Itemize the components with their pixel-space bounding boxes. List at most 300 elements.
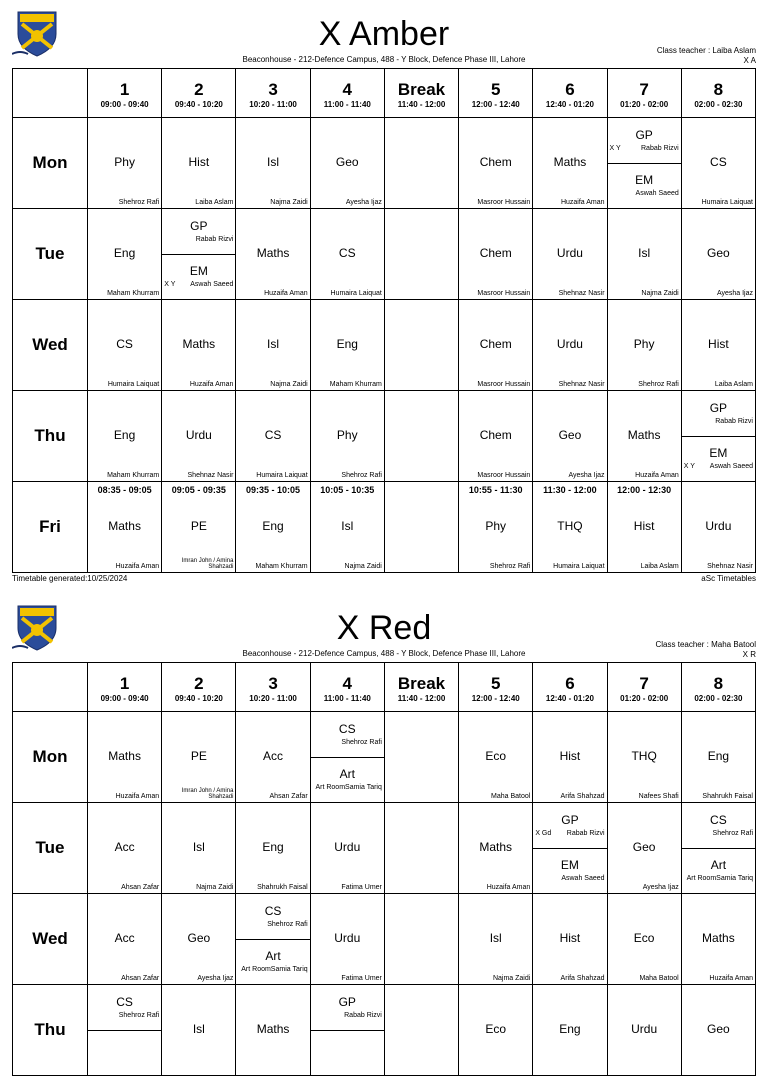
lesson-time: 09:35 - 10:05 bbox=[246, 485, 301, 495]
break-cell bbox=[384, 482, 458, 573]
class-teacher: Class teacher : Maha Batool bbox=[655, 640, 756, 649]
subject: CS bbox=[264, 428, 282, 442]
lesson-half bbox=[236, 894, 309, 940]
lesson-time: 09:05 - 09:35 bbox=[171, 485, 226, 495]
subject: Art bbox=[339, 767, 355, 781]
lesson-cell bbox=[88, 803, 162, 894]
period-header: 1 09:00 - 09:40 bbox=[88, 663, 162, 712]
teacher: Shahrukh Faisal bbox=[702, 793, 753, 800]
subject: Art bbox=[710, 858, 727, 872]
timetable-footer bbox=[12, 573, 756, 585]
teacher: Huzaifa Aman bbox=[115, 563, 160, 570]
lesson-cell bbox=[533, 894, 607, 985]
break-cell bbox=[384, 894, 458, 985]
lesson-cell bbox=[459, 209, 533, 300]
subject: CS bbox=[338, 722, 356, 736]
subject: Urdu bbox=[556, 337, 583, 351]
lesson-cell bbox=[162, 803, 236, 894]
teacher: Shehroz Rafi bbox=[712, 830, 753, 837]
subject: Urdu bbox=[705, 519, 732, 533]
lesson-cell bbox=[681, 118, 755, 209]
lesson-cell bbox=[533, 118, 607, 209]
teacher: Masroor Hussain bbox=[477, 290, 531, 297]
teacher: Maha Batool bbox=[639, 975, 679, 982]
lesson-cell bbox=[459, 894, 533, 985]
corner-cell bbox=[13, 663, 88, 712]
lesson-cell bbox=[681, 209, 755, 300]
subject: CS bbox=[264, 904, 282, 918]
class-code: X R bbox=[742, 650, 756, 659]
subject: Eco bbox=[485, 1022, 507, 1036]
day-label: Thu bbox=[13, 391, 88, 482]
teacher: Art RoomSamia Tariq bbox=[315, 784, 382, 791]
teacher: Aswah Saeed bbox=[635, 190, 679, 197]
subject: Isl bbox=[267, 155, 280, 169]
day-row-thu bbox=[13, 391, 756, 482]
subject: CS bbox=[116, 995, 133, 1009]
teacher: Ahsan Zafar bbox=[269, 793, 308, 800]
teacher: Najma Zaidi bbox=[344, 563, 382, 570]
subject: EM bbox=[189, 264, 208, 278]
lesson-half bbox=[682, 436, 755, 481]
teacher: Masroor Hussain bbox=[477, 472, 531, 479]
teacher: Art RoomSamia Tariq bbox=[241, 966, 308, 973]
subject: Urdu bbox=[631, 1022, 658, 1036]
subject: CS bbox=[710, 813, 727, 827]
teacher: Imran John / Amina Shahzadi bbox=[181, 558, 234, 570]
subject: Chem bbox=[479, 337, 512, 351]
teacher: Humaira Laiquat bbox=[256, 472, 308, 479]
teacher: Najma Zaidi bbox=[492, 975, 531, 982]
lesson-cell bbox=[607, 300, 681, 391]
teacher: Arifa Shahzad bbox=[560, 975, 605, 982]
teacher: Fatima Umer bbox=[341, 975, 382, 982]
lesson-cell bbox=[310, 300, 384, 391]
day-row-wed bbox=[13, 894, 756, 985]
teacher: Imran John / Amina Shahzadi bbox=[181, 788, 234, 800]
subject: CS bbox=[116, 337, 133, 351]
lesson-cell bbox=[236, 803, 310, 894]
lesson-cell bbox=[236, 391, 310, 482]
day-label: Mon bbox=[13, 712, 88, 803]
day-label: Wed bbox=[13, 894, 88, 985]
break-header: Break 11:40 - 12:00 bbox=[384, 69, 458, 118]
group: X Y bbox=[683, 463, 695, 470]
teacher: Humaira Laiquat bbox=[107, 381, 160, 388]
teacher: Aswah Saeed bbox=[190, 281, 234, 288]
teacher: Masroor Hussain bbox=[477, 199, 531, 206]
split-lesson-cell bbox=[162, 209, 236, 300]
teacher: Huzaifa Aman bbox=[264, 290, 308, 297]
lesson-cell bbox=[459, 118, 533, 209]
teacher: Ayesha Ijaz bbox=[716, 290, 753, 297]
lesson-cell bbox=[533, 209, 607, 300]
lesson-half bbox=[311, 985, 384, 1031]
lesson-cell bbox=[607, 712, 681, 803]
subject: Geo bbox=[187, 931, 211, 945]
teacher: Maham Khurram bbox=[329, 381, 382, 388]
subject: THQ bbox=[631, 749, 657, 763]
teacher: Laiba Aslam bbox=[195, 199, 234, 206]
subject: Phy bbox=[485, 519, 507, 533]
day-row-tue bbox=[13, 209, 756, 300]
lesson-cell bbox=[459, 391, 533, 482]
corner-cell bbox=[13, 69, 88, 118]
teacher: Huzaifa Aman bbox=[560, 199, 605, 206]
subject: Eng bbox=[113, 428, 136, 442]
lesson-cell bbox=[236, 985, 310, 1076]
lesson-cell bbox=[162, 300, 236, 391]
lesson-cell bbox=[459, 300, 533, 391]
subject: CS bbox=[338, 246, 356, 260]
teacher: Humaira Laiquat bbox=[553, 563, 605, 570]
class-code: X A bbox=[743, 56, 756, 65]
teacher: Masroor Hussain bbox=[477, 381, 531, 388]
lesson-cell bbox=[88, 300, 162, 391]
lesson-half bbox=[236, 939, 309, 984]
subject: PE bbox=[190, 749, 207, 763]
period-header: 2 09:40 - 10:20 bbox=[162, 69, 236, 118]
teacher: Aswah Saeed bbox=[709, 463, 753, 470]
period-header: 5 12:00 - 12:40 bbox=[459, 663, 533, 712]
break-cell bbox=[384, 391, 458, 482]
teacher: Najma Zaidi bbox=[270, 381, 308, 388]
lesson-cell bbox=[607, 482, 681, 573]
lesson-cell bbox=[459, 985, 533, 1076]
teacher: Shehroz Rafi bbox=[341, 472, 382, 479]
lesson-cell bbox=[607, 391, 681, 482]
teacher: Maham Khurram bbox=[255, 563, 308, 570]
lesson-half bbox=[533, 803, 606, 849]
teacher: Maha Batool bbox=[491, 793, 531, 800]
subject: Maths bbox=[553, 155, 587, 169]
split-lesson-cell bbox=[681, 803, 755, 894]
teacher: Ayesha Ijaz bbox=[345, 199, 382, 206]
teacher: Shehnaz Nasir bbox=[558, 381, 605, 388]
subject: Acc bbox=[114, 931, 135, 945]
lesson-half bbox=[88, 985, 161, 1031]
lesson-cell bbox=[236, 118, 310, 209]
timetable-header bbox=[12, 8, 756, 68]
subject: Acc bbox=[114, 840, 135, 854]
teacher: Najma Zaidi bbox=[270, 199, 308, 206]
subject: Phy bbox=[336, 428, 358, 442]
teacher: Ayesha Ijaz bbox=[197, 975, 234, 982]
teacher: Shehroz Rafi bbox=[118, 1012, 160, 1019]
subject: Isl bbox=[192, 840, 205, 854]
period-header: 7 01:20 - 02:00 bbox=[607, 69, 681, 118]
subject: Maths bbox=[256, 1022, 290, 1036]
subject: PE bbox=[190, 519, 207, 533]
lesson-half bbox=[88, 1030, 161, 1075]
subject: Geo bbox=[707, 1022, 730, 1036]
teacher: Huzaifa Aman bbox=[115, 793, 160, 800]
teacher: Shehroz Rafi bbox=[267, 921, 308, 928]
teacher: Shehroz Rafi bbox=[638, 381, 679, 388]
subject: Maths bbox=[479, 840, 513, 854]
lesson-half bbox=[682, 848, 755, 893]
period-header: 3 10:20 - 11:00 bbox=[236, 69, 310, 118]
day-label: Fri bbox=[13, 482, 88, 573]
lesson-cell bbox=[681, 482, 755, 573]
subject: Maths bbox=[256, 246, 290, 260]
lesson-cell bbox=[533, 391, 607, 482]
lesson-cell bbox=[310, 209, 384, 300]
period-header: 8 02:00 - 02:30 bbox=[681, 663, 755, 712]
software-brand: aSc Timetables bbox=[701, 574, 756, 583]
lesson-cell bbox=[607, 894, 681, 985]
timetable-grid bbox=[12, 662, 756, 1076]
teacher: Shehnaz Nasir bbox=[558, 290, 605, 297]
teacher: Laiba Aslam bbox=[714, 381, 753, 388]
period-header: 3 10:20 - 11:00 bbox=[236, 663, 310, 712]
subject: Geo bbox=[632, 840, 656, 854]
lesson-half bbox=[311, 757, 384, 802]
lesson-cell bbox=[162, 712, 236, 803]
teacher: Arifa Shahzad bbox=[560, 793, 605, 800]
break-cell bbox=[384, 985, 458, 1076]
teacher: Huzaifa Aman bbox=[635, 472, 679, 479]
lesson-cell bbox=[459, 803, 533, 894]
subject: EM bbox=[635, 173, 654, 187]
break-cell bbox=[384, 209, 458, 300]
lesson-cell bbox=[459, 482, 533, 573]
subject: Hist bbox=[559, 931, 581, 945]
teacher: Aswah Saeed bbox=[561, 875, 605, 882]
lesson-cell bbox=[162, 482, 236, 573]
lesson-time: 12:00 - 12:30 bbox=[617, 485, 672, 495]
subject: Urdu bbox=[334, 931, 361, 945]
teacher: Shehroz Rafi bbox=[489, 563, 531, 570]
lesson-cell bbox=[162, 894, 236, 985]
day-row-wed bbox=[13, 300, 756, 391]
subject: Maths bbox=[702, 931, 735, 945]
lesson-half bbox=[682, 803, 755, 849]
class-teacher: Class teacher : Laiba Aslam bbox=[656, 46, 756, 55]
subject: Eng bbox=[113, 246, 136, 260]
subject: Geo bbox=[707, 246, 730, 260]
day-label: Wed bbox=[13, 300, 88, 391]
subject: Eng bbox=[336, 337, 358, 351]
subject: CS bbox=[710, 155, 727, 169]
lesson-cell bbox=[607, 803, 681, 894]
subject: Urdu bbox=[334, 840, 361, 854]
split-lesson-cell bbox=[607, 118, 681, 209]
lesson-cell bbox=[681, 300, 755, 391]
lesson-time: 11:30 - 12:00 bbox=[543, 485, 597, 495]
subject: Eng bbox=[262, 840, 284, 854]
lesson-time: 10:05 - 10:35 bbox=[320, 485, 375, 495]
lesson-cell bbox=[533, 985, 607, 1076]
teacher: Ahsan Zafar bbox=[121, 975, 160, 982]
lesson-cell bbox=[88, 118, 162, 209]
day-row-tue bbox=[13, 803, 756, 894]
period-header: 2 09:40 - 10:20 bbox=[162, 663, 236, 712]
teacher: Rabab Rizvi bbox=[715, 418, 753, 425]
lesson-cell bbox=[310, 803, 384, 894]
subject: Maths bbox=[627, 428, 661, 442]
subject: Isl bbox=[341, 519, 354, 533]
lesson-cell bbox=[88, 209, 162, 300]
subject: Geo bbox=[558, 428, 582, 442]
group: X Gd bbox=[535, 830, 552, 837]
teacher: Shehnaz Nasir bbox=[707, 563, 753, 570]
period-header-row bbox=[13, 663, 756, 712]
timetable-header bbox=[12, 602, 756, 662]
lesson-cell bbox=[310, 482, 384, 573]
lesson-half bbox=[311, 1030, 384, 1075]
lesson-cell bbox=[236, 300, 310, 391]
lesson-cell bbox=[533, 300, 607, 391]
day-label: Mon bbox=[13, 118, 88, 209]
subject: Urdu bbox=[185, 428, 212, 442]
lesson-cell bbox=[162, 118, 236, 209]
day-label: Tue bbox=[13, 209, 88, 300]
lesson-cell bbox=[162, 985, 236, 1076]
day-row-thu bbox=[13, 985, 756, 1076]
subject: Maths bbox=[182, 337, 216, 351]
subject: Chem bbox=[479, 246, 512, 260]
split-lesson-cell bbox=[310, 985, 384, 1076]
subject: Hist bbox=[633, 519, 655, 533]
teacher: Huzaifa Aman bbox=[709, 975, 753, 982]
subject: Eco bbox=[633, 931, 655, 945]
split-lesson-cell bbox=[681, 391, 755, 482]
teacher: Fatima Umer bbox=[341, 884, 382, 891]
subject: Hist bbox=[188, 155, 210, 169]
group: X Y bbox=[609, 145, 621, 152]
period-header: 6 12:40 - 01:20 bbox=[533, 69, 607, 118]
lesson-cell bbox=[236, 209, 310, 300]
subject: GP bbox=[709, 401, 728, 415]
teacher: Rabab Rizvi bbox=[641, 145, 679, 152]
teacher: Huzaifa Aman bbox=[486, 884, 531, 891]
subject: Phy bbox=[114, 155, 135, 169]
period-header: 4 11:00 - 11:40 bbox=[310, 663, 384, 712]
day-label: Thu bbox=[13, 985, 88, 1076]
teacher: Ahsan Zafar bbox=[121, 884, 160, 891]
group: X Y bbox=[164, 281, 176, 288]
lesson-cell bbox=[88, 391, 162, 482]
period-header-row bbox=[13, 69, 756, 118]
teacher: Maham Khurram bbox=[107, 290, 160, 297]
subject: Geo bbox=[335, 155, 359, 169]
subject: Maths bbox=[108, 749, 141, 763]
lesson-cell bbox=[310, 894, 384, 985]
subject: EM bbox=[560, 858, 579, 872]
subject: Chem bbox=[479, 155, 512, 169]
teacher: Nafees Shafi bbox=[638, 793, 679, 800]
lesson-cell bbox=[681, 712, 755, 803]
subject: Hist bbox=[559, 749, 581, 763]
lesson-half bbox=[162, 254, 235, 299]
period-header: 5 12:00 - 12:40 bbox=[459, 69, 533, 118]
school-address: Beaconhouse - 212-Defence Campus, 488 - Y Block, Defence Phase III, Lahore bbox=[242, 649, 526, 658]
period-header: 7 01:20 - 02:00 bbox=[607, 663, 681, 712]
lesson-cell bbox=[236, 482, 310, 573]
lesson-cell bbox=[607, 985, 681, 1076]
day-label: Tue bbox=[13, 803, 88, 894]
subject: Eco bbox=[485, 749, 507, 763]
subject: Eng bbox=[707, 749, 730, 763]
lesson-cell bbox=[236, 712, 310, 803]
subject: Acc bbox=[263, 749, 284, 763]
timetable-amber bbox=[12, 8, 756, 585]
lesson-time: 08:35 - 09:05 bbox=[97, 485, 152, 495]
lesson-cell bbox=[162, 391, 236, 482]
subject: EM bbox=[709, 446, 728, 460]
period-header: 8 02:00 - 02:30 bbox=[681, 69, 755, 118]
lesson-cell bbox=[88, 894, 162, 985]
lesson-cell bbox=[459, 712, 533, 803]
break-cell bbox=[384, 803, 458, 894]
subject: GP bbox=[561, 813, 579, 827]
class-title: X Amber bbox=[318, 15, 450, 53]
subject: Isl bbox=[267, 337, 280, 351]
subject: Phy bbox=[633, 337, 655, 351]
day-row-mon bbox=[13, 712, 756, 803]
period-header: 4 11:00 - 11:40 bbox=[310, 69, 384, 118]
split-lesson-cell bbox=[310, 712, 384, 803]
teacher: Humaira Laiquat bbox=[701, 199, 753, 206]
teacher: Maham Khurram bbox=[107, 472, 160, 479]
period-header: 6 12:40 - 01:20 bbox=[533, 663, 607, 712]
split-lesson-cell bbox=[88, 985, 162, 1076]
period-header: 1 09:00 - 09:40 bbox=[88, 69, 162, 118]
subject: Isl bbox=[489, 931, 502, 945]
teacher: Humaira Laiquat bbox=[330, 290, 382, 297]
subject: Eng bbox=[262, 519, 284, 533]
day-row-mon bbox=[13, 118, 756, 209]
teacher: Najma Zaidi bbox=[196, 884, 234, 891]
subject: Chem bbox=[479, 428, 512, 442]
day-row-fri bbox=[13, 482, 756, 573]
teacher: Shehnaz Nasir bbox=[187, 472, 234, 479]
subject: Hist bbox=[708, 337, 729, 351]
lesson-cell bbox=[681, 985, 755, 1076]
teacher: Ayesha Ijaz bbox=[642, 884, 679, 891]
class-title: X Red bbox=[336, 609, 432, 647]
subject: Maths bbox=[108, 519, 141, 533]
break-cell bbox=[384, 300, 458, 391]
teacher: Art RoomSamia Tariq bbox=[686, 875, 753, 882]
subject: Urdu bbox=[556, 246, 583, 260]
subject: Art bbox=[265, 949, 281, 963]
teacher: Shehroz Rafi bbox=[341, 739, 382, 746]
teacher: Huzaifa Aman bbox=[189, 381, 234, 388]
lesson-cell bbox=[533, 482, 607, 573]
lesson-cell bbox=[310, 391, 384, 482]
teacher: Rabab Rizvi bbox=[195, 236, 234, 243]
teacher: Shahrukh Faisal bbox=[257, 884, 308, 891]
lesson-time: 10:55 - 11:30 bbox=[468, 485, 523, 495]
split-lesson-cell bbox=[236, 894, 310, 985]
subject: GP bbox=[635, 128, 653, 142]
subject: Eng bbox=[559, 1022, 581, 1036]
teacher: Najma Zaidi bbox=[641, 290, 679, 297]
teacher: Ayesha Ijaz bbox=[568, 472, 605, 479]
break-cell bbox=[384, 712, 458, 803]
split-lesson-cell bbox=[533, 803, 607, 894]
lesson-half bbox=[311, 712, 384, 758]
lesson-half bbox=[162, 209, 235, 255]
break-header: Break 11:40 - 12:00 bbox=[384, 663, 458, 712]
subject: GP bbox=[190, 219, 208, 233]
school-address: Beaconhouse - 212-Defence Campus, 488 - Y Block, Defence Phase III, Lahore bbox=[242, 55, 526, 64]
timetable-red bbox=[12, 602, 756, 1076]
lesson-cell bbox=[533, 712, 607, 803]
teacher: Rabab Rizvi bbox=[344, 1012, 382, 1019]
